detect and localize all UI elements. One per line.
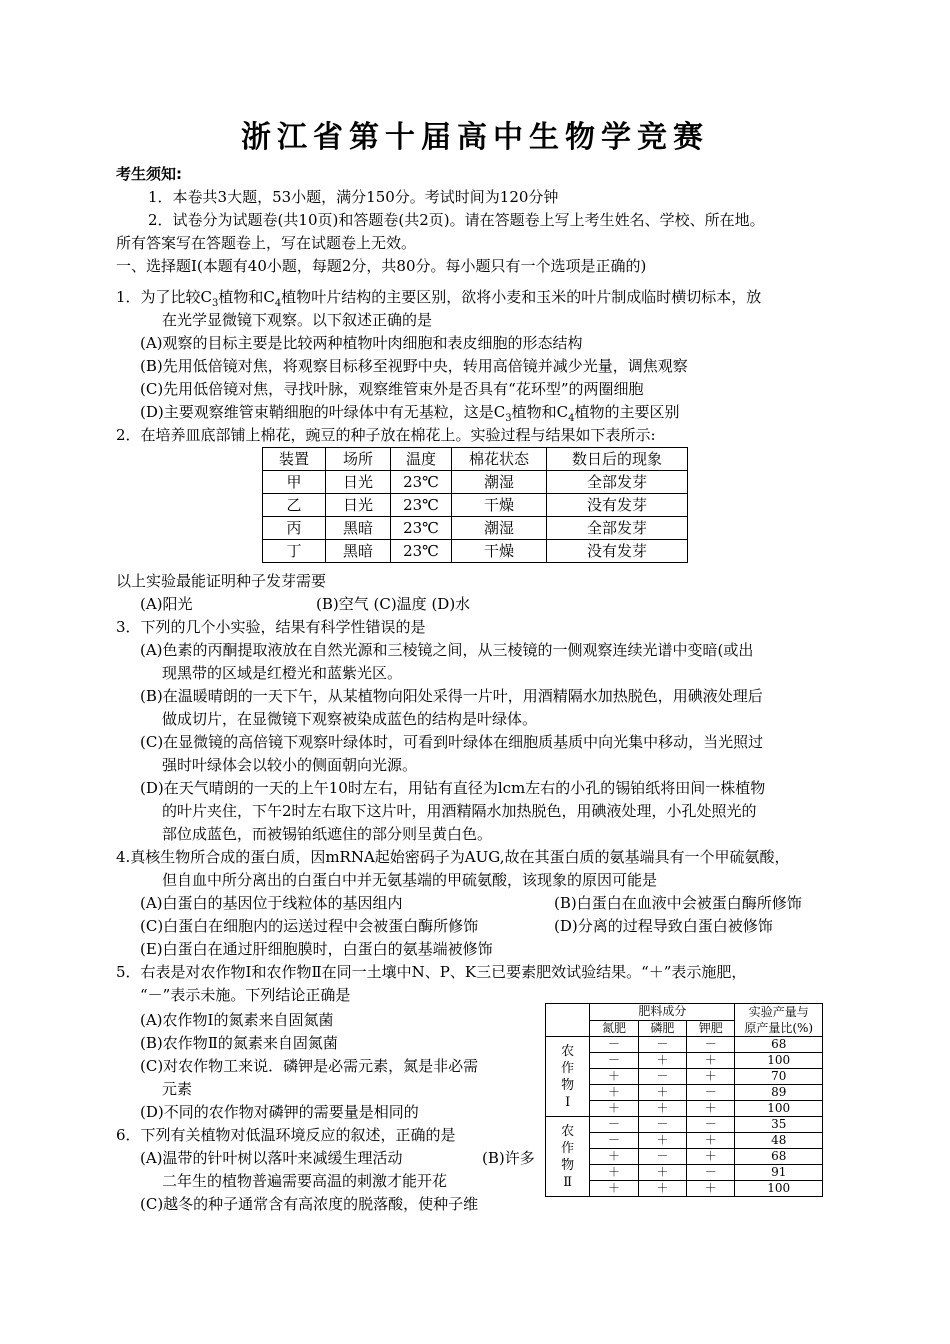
q2-stem: 2．在培养皿底部铺上棉花，豌豆的种子放在棉花上。实验过程与结果如下表所示:	[116, 426, 656, 444]
table-row	[263, 494, 688, 517]
section-1-heading: 一、选择题Ⅰ(本题有40小题，每题2分，共80分。每小题只有一个选项是正确的)	[116, 257, 647, 275]
notice-section	[116, 163, 836, 278]
q1-option-d: (D)主要观察维管束鞘细胞的叶绿体中有无基粒，这是$C_3$植物和$C_4$植物的主要区别	[140, 403, 680, 424]
q1-option-b: (B)先用低倍镜对焦，将观察目标移至视野中央，转用高倍镜并减少光量，调焦观察	[140, 357, 688, 375]
table-cell: 甲	[263, 471, 326, 494]
table-header-cell: 装置	[263, 448, 326, 471]
table-cell: ＋	[687, 1133, 735, 1149]
table-cell: －	[687, 1117, 735, 1133]
q3-option-d: (D)在天气晴朗的一天的上午10时左右，用钻有直径为lcm左右的小孔的锡铂纸将田间一株植物	[140, 779, 766, 797]
q4-options-ab	[116, 892, 836, 915]
notice-item-2: 2．试卷分为试题卷(共10页)和答题卷(共2页)。请在答题卷上写上考生姓名、学校、所在地。	[148, 211, 765, 229]
q4-option-b: (B)白蛋白在血液中会被蛋白酶所修饰	[554, 894, 802, 912]
question-1	[116, 286, 836, 447]
table-cell: 100	[735, 1181, 823, 1197]
q6-option-a: (A)温带的针叶树以落叶来减缓生理活动	[140, 1149, 403, 1167]
table-cell: ＋	[590, 1101, 638, 1117]
table-cell: 全部发芽	[547, 517, 688, 540]
q6-option-c: (C)越冬的种子通常含有高浓度的脱落酸，使种子维	[140, 1195, 479, 1213]
q1-stem: 1．为了比较$C_3$植物和$C_4$植物叶片结构的主要区别，欲将小麦和玉米的叶片制成临时横切标本，放	[116, 288, 762, 309]
table-cell: ＋	[687, 1101, 735, 1117]
q6-stem: 6．下列有关植物对低温环境反应的叙述，正确的是	[116, 1126, 456, 1144]
q2-options	[116, 593, 836, 616]
table-cell: －	[590, 1053, 638, 1069]
table-cell: ＋	[687, 1053, 735, 1069]
table-cell: －	[638, 1037, 686, 1053]
table-cell: ＋	[687, 1149, 735, 1165]
q2-conclusion: 以上实验最能证明种子发芽需要	[116, 572, 327, 590]
table-cell: ＋	[638, 1133, 686, 1149]
table-cell: 没有发芽	[547, 494, 688, 517]
q3-option-c-cont: 强时叶绿体会以较小的侧面朝向光源。	[162, 756, 418, 774]
table-cell: 23℃	[391, 471, 452, 494]
q3-option-b-cont: 做成切片，在显微镜下观察被染成蓝色的结构是叶绿体。	[162, 710, 538, 728]
table-cell: 35	[735, 1117, 823, 1133]
notice-item-3: 所有答案写在答题卷上，写在试题卷上无效。	[116, 234, 417, 252]
table-cell: 没有发芽	[547, 540, 688, 563]
table-cell: 潮湿	[452, 517, 547, 540]
q5-option-c: (C)对农作物工来说．磷钾是必需元素，氮是非必需	[140, 1057, 479, 1075]
q3-option-a: (A)色素的丙酮提取液放在自然光源和三棱镜之间，从三棱镜的一侧观察连续光谱中变暗(或出	[140, 641, 754, 659]
table-cell: ＋	[687, 1181, 735, 1197]
table-cell: ＋	[590, 1085, 638, 1101]
table-header-cell: 磷肥	[638, 1020, 686, 1037]
table-header-cell: 棉花状态	[452, 448, 547, 471]
table-header-cell	[546, 1004, 590, 1037]
q6-options-ab	[116, 1147, 536, 1170]
q5-option-c-cont: 元素	[162, 1080, 193, 1098]
table-cell: 68	[735, 1037, 823, 1053]
table-cell: 91	[735, 1165, 823, 1181]
table-row	[263, 471, 688, 494]
table-cell: ＋	[590, 1181, 638, 1197]
table-cell: 全部发芽	[547, 471, 688, 494]
table-row	[263, 540, 688, 563]
table-cell: 丙	[263, 517, 326, 540]
table-cell: 23℃	[391, 517, 452, 540]
notice-item-1: 1．本卷共3大题，53小题，满分150分。考试时间为120分钟	[148, 188, 559, 206]
q5-stem: 5．右表是对农作物Ⅰ和农作物Ⅱ在同一土壤中N、P、K三已要素肥效试验结果。“＋”表示施肥，	[116, 963, 747, 981]
table-cell: ＋	[590, 1069, 638, 1085]
table-cell: －	[638, 1069, 686, 1085]
table-header-cell: 温度	[391, 448, 452, 471]
q5-option-d: (D)不同的农作物对磷钾的需要量是相同的	[140, 1103, 419, 1121]
q4-option-e: (E)白蛋白在通过肝细胞膜时，白蛋白的氨基端被修饰	[140, 940, 493, 958]
table-cell: －	[638, 1149, 686, 1165]
table-row	[263, 517, 688, 540]
q4-option-d: (D)分离的过程导致白蛋白被修饰	[554, 917, 773, 935]
q5-table	[545, 1003, 823, 1197]
table-cell: 乙	[263, 494, 326, 517]
table-cell: ＋	[638, 1085, 686, 1101]
q3-option-a-cont: 现黑带的区域是红橙光和蓝紫光区。	[162, 664, 403, 682]
notice-heading: 考生须知:	[116, 165, 182, 183]
table-cell: 23℃	[391, 540, 452, 563]
table-cell: 黑暗	[326, 517, 391, 540]
q1-option-a: (A)观察的目标主要是比较两种植物叶肉细胞和表皮细胞的形态结构	[140, 334, 583, 352]
table-cell: 48	[735, 1133, 823, 1149]
table-cell: 日光	[326, 471, 391, 494]
q4-stem: 4.真核生物所合成的蛋白质，因mRNA起始密码子为AUG,故在其蛋白质的氨基端具有一个甲硫氨酸，	[116, 848, 790, 866]
table-header-cell: 场所	[326, 448, 391, 471]
table-cell: 黑暗	[326, 540, 391, 563]
table-cell: ＋	[638, 1165, 686, 1181]
table-cell: －	[687, 1037, 735, 1053]
table-cell: ＋	[590, 1165, 638, 1181]
table-cell: 日光	[326, 494, 391, 517]
table-header-row	[546, 1004, 823, 1021]
table-cell: ＋	[638, 1181, 686, 1197]
table-cell: －	[590, 1037, 638, 1053]
q5-stem-2: “－”表示未施。下列结论正确是	[140, 986, 351, 1004]
table-cell: ＋	[638, 1101, 686, 1117]
table-cell: －	[687, 1165, 735, 1181]
table-cell: 68	[735, 1149, 823, 1165]
q1-stem-2: 在光学显微镜下观察。以下叙述正确的是	[162, 311, 433, 329]
q1-option-c: (C)先用低倍镜对焦，寻找叶脉，观察维管束外是否具有“花环型”的两圈细胞	[140, 380, 644, 398]
crop-1-label: 农 作 物 Ⅰ	[546, 1037, 590, 1117]
q2-option-bcd: (B)空气 (C)温度 (D)水	[316, 595, 471, 613]
q6-option-b: (B)许多	[482, 1149, 535, 1167]
q3-option-c: (C)在显微镜的高倍镜下观察叶绿体时，可看到叶绿体在细胞质基质中向光集中移动，当光照过	[140, 733, 764, 751]
q4-option-a: (A)白蛋白的基因位于线粒体的基因组内	[140, 894, 403, 912]
q3-stem: 3．下列的几个小实验，结果有科学性错误的是	[116, 618, 426, 636]
q6-option-b-cont: 二年生的植物普遍需要高温的刺激才能开花	[162, 1172, 448, 1190]
table-header-cell: 数日后的现象	[547, 448, 688, 471]
table-cell: 干燥	[452, 540, 547, 563]
table-cell: 23℃	[391, 494, 452, 517]
table-cell: 70	[735, 1069, 823, 1085]
table-cell: －	[687, 1085, 735, 1101]
q3-option-d-cont-2: 部位成蓝色，而被锡铂纸遮住的部分则呈黄白色。	[162, 825, 493, 843]
table-cell: 100	[735, 1101, 823, 1117]
table-cell: ＋	[638, 1053, 686, 1069]
table-cell: ＋	[590, 1149, 638, 1165]
table-cell: ＋	[687, 1069, 735, 1085]
table-cell: －	[638, 1117, 686, 1133]
table-header-cell: 实验产量与 原产量比(%)	[735, 1004, 823, 1037]
table-row	[546, 1037, 823, 1053]
q5-option-b: (B)农作物Ⅱ的氮素来自固氮菌	[140, 1034, 338, 1052]
q2-table	[262, 447, 688, 563]
table-cell: －	[590, 1117, 638, 1133]
table-cell: －	[590, 1133, 638, 1149]
q5-option-a: (A)农作物Ⅰ的氮素来自固氮菌	[140, 1011, 334, 1029]
crop-2-label: 农 作 物 Ⅱ	[546, 1117, 590, 1197]
question-2-3-4	[116, 570, 836, 1007]
page-title: 浙江省第十届高中生物学竞赛	[241, 120, 709, 155]
table-header-cell: 肥料成分	[590, 1004, 735, 1021]
q4-options-cd	[116, 915, 836, 938]
q2-option-a: (A)阳光	[140, 595, 193, 613]
table-row	[546, 1117, 823, 1133]
table-cell: 100	[735, 1053, 823, 1069]
question-5-6	[116, 1009, 536, 1216]
q4-stem-2: 但自血中所分离出的白蛋白中并无氨基端的甲硫氨酸，该现象的原因可能是	[162, 871, 658, 889]
table-header-cell: 钾肥	[687, 1020, 735, 1037]
q3-option-d-cont: 的叶片夹住，下午2时左右取下这片叶，用酒精隔水加热脱色，用碘液处理，小孔处照光的	[162, 802, 757, 820]
table-cell: 干燥	[452, 494, 547, 517]
table-cell: 89	[735, 1085, 823, 1101]
table-header-row	[263, 448, 688, 471]
q4-option-c: (C)白蛋白在细胞内的运送过程中会被蛋白酶所修饰	[140, 917, 479, 935]
table-cell: 潮湿	[452, 471, 547, 494]
table-header-cell: 氮肥	[590, 1020, 638, 1037]
q3-option-b: (B)在温暖晴朗的一天下午，从某植物向阳处采得一片叶，用酒精隔水加热脱色，用碘液处理后	[140, 687, 763, 705]
table-cell: 丁	[263, 540, 326, 563]
